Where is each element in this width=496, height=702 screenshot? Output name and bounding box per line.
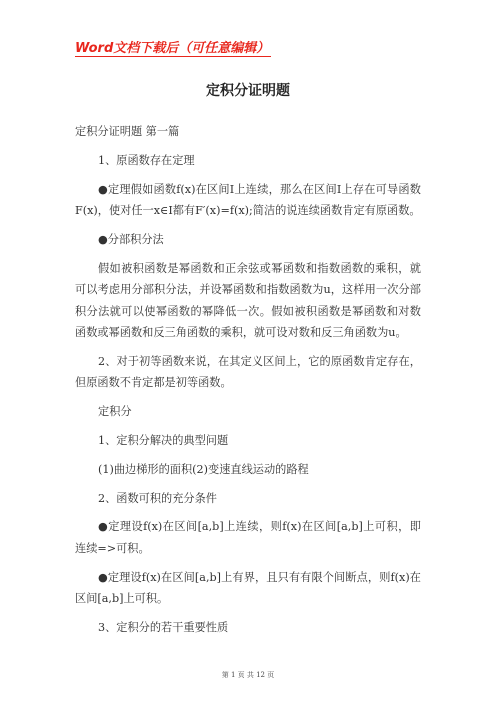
paragraph: 1、定积分解决的典型问题: [98, 434, 229, 448]
paragraph: 3、定积分的若干重要性质: [98, 621, 229, 635]
paragraph: 假如被积函数是幂函数和正余弦或幂函数和指数函数的乘积，就可以考虑用分部积分法，并设幂函数和指数函数为u，这样用一次分部积分法就可以使幂函数的幂降低一次。假如被积函数是幂函数和对数函数或幂函数和反三角函数的乘积，就可设对数和反三角函数为u。: [75, 261, 421, 340]
paragraph: 1、原函数存在定理: [98, 153, 195, 167]
paragraph: ●分部积分法: [98, 232, 164, 246]
document-title: 定积分证明题: [206, 83, 290, 99]
paragraph: 定积分: [98, 405, 132, 419]
paragraph: ●定理设f(x)在区间[a,b]上有界，且只有有限个间断点，则f(x)在区间[a,b]上可积。: [75, 570, 421, 606]
paragraph: 定积分证明题 第一篇: [75, 125, 180, 138]
paragraph: 2、函数可积的充分条件: [98, 491, 217, 505]
document-body: [75, 121, 421, 646]
header-underline: [75, 56, 271, 57]
page-footer: 第 1 页 共 12 页: [221, 671, 275, 679]
paragraph: ●定理假如函数f(x)在区间I上连续，那么在区间I上存在可导函数F(x)，使对任一x∈I都有F′(x)=f(x);简洁的说连续函数肯定有原函数。: [75, 182, 421, 218]
paragraph: ●定理设f(x)在区间[a,b]上连续，则f(x)在区间[a,b]上可积，即连续=>可积。: [75, 520, 421, 555]
header-banner: Word文档下载后（可任意编辑）: [75, 41, 270, 56]
paragraph: (1)曲边梯形的面积(2)变速直线运动的路程: [98, 462, 309, 476]
paragraph: 2、对于初等函数来说，在其定义区间上，它的原函数肯定存在，但原函数不肯定都是初等函数。: [75, 354, 421, 390]
